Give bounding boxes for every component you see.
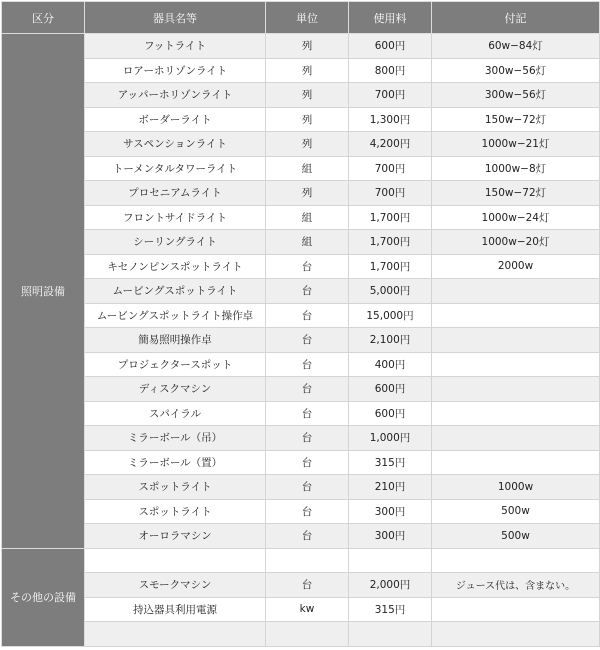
table-row bbox=[2, 352, 600, 377]
table-row bbox=[2, 279, 600, 304]
table-row bbox=[2, 475, 600, 500]
table-row bbox=[2, 132, 600, 157]
equipment-name-cell: サスペンションライト bbox=[85, 132, 266, 157]
category-cell: その他の設備 bbox=[2, 548, 85, 646]
fee-cell: 1,700円 bbox=[349, 230, 432, 255]
header-note: 付記 bbox=[432, 2, 600, 34]
unit-cell: kw bbox=[266, 597, 349, 622]
table-row bbox=[2, 205, 600, 230]
unit-cell: 台 bbox=[266, 450, 349, 475]
table-body bbox=[2, 34, 600, 647]
fee-cell: 600円 bbox=[349, 377, 432, 402]
table-row bbox=[2, 377, 600, 402]
fee-cell: 1,000円 bbox=[349, 426, 432, 451]
unit-cell: 台 bbox=[266, 475, 349, 500]
unit-cell: 列 bbox=[266, 107, 349, 132]
equipment-name-cell: ムービングスポットライト bbox=[85, 279, 266, 304]
unit-cell: 組 bbox=[266, 205, 349, 230]
table-row bbox=[2, 83, 600, 108]
unit-cell: 台 bbox=[266, 303, 349, 328]
fee-cell: 600円 bbox=[349, 34, 432, 59]
equipment-name-cell: ボーダーライト bbox=[85, 107, 266, 132]
fee-cell: 600円 bbox=[349, 401, 432, 426]
unit-cell: 台 bbox=[266, 254, 349, 279]
equipment-name-cell: プロセニアムライト bbox=[85, 181, 266, 206]
note-cell bbox=[432, 548, 600, 573]
equipment-name-cell: スポットライト bbox=[85, 475, 266, 500]
table-row bbox=[2, 34, 600, 59]
note-cell: 1000w−24灯 bbox=[432, 205, 600, 230]
equipment-name-cell: スポットライト bbox=[85, 499, 266, 524]
note-cell: 60w−84灯 bbox=[432, 34, 600, 59]
fee-cell: 2,100円 bbox=[349, 328, 432, 353]
equipment-name-cell: スパイラル bbox=[85, 401, 266, 426]
table-row bbox=[2, 450, 600, 475]
fee-cell: 300円 bbox=[349, 499, 432, 524]
table-row bbox=[2, 181, 600, 206]
table-row bbox=[2, 58, 600, 83]
unit-cell: 台 bbox=[266, 573, 349, 598]
fee-cell: 300円 bbox=[349, 524, 432, 549]
fee-cell: 1,300円 bbox=[349, 107, 432, 132]
fee-cell bbox=[349, 548, 432, 573]
equipment-name-cell: ロアーホリゾンライト bbox=[85, 58, 266, 83]
equipment-name-cell: フットライト bbox=[85, 34, 266, 59]
note-cell: 500w bbox=[432, 499, 600, 524]
fee-cell: 1,700円 bbox=[349, 254, 432, 279]
unit-cell: 組 bbox=[266, 156, 349, 181]
unit-cell: 台 bbox=[266, 328, 349, 353]
header-unit: 単位 bbox=[266, 2, 349, 34]
note-cell bbox=[432, 352, 600, 377]
fee-cell: 700円 bbox=[349, 181, 432, 206]
table-row bbox=[2, 156, 600, 181]
note-cell bbox=[432, 450, 600, 475]
table-row bbox=[2, 548, 600, 573]
note-cell bbox=[432, 279, 600, 304]
table-row bbox=[2, 426, 600, 451]
equipment-name-cell: ムービングスポットライト操作卓 bbox=[85, 303, 266, 328]
table-row bbox=[2, 573, 600, 598]
table-row bbox=[2, 107, 600, 132]
equipment-name-cell: シーリングライト bbox=[85, 230, 266, 255]
fee-cell: 700円 bbox=[349, 156, 432, 181]
equipment-name-cell bbox=[85, 622, 266, 647]
unit-cell: 列 bbox=[266, 181, 349, 206]
equipment-name-cell: アッパーホリゾンライト bbox=[85, 83, 266, 108]
fee-cell: 800円 bbox=[349, 58, 432, 83]
table-row bbox=[2, 597, 600, 622]
note-cell bbox=[432, 622, 600, 647]
header-fee: 使用料 bbox=[349, 2, 432, 34]
note-cell: 150w−72灯 bbox=[432, 107, 600, 132]
table-row bbox=[2, 499, 600, 524]
category-cell: 照明設備 bbox=[2, 34, 85, 549]
fee-cell: 4,200円 bbox=[349, 132, 432, 157]
table-row bbox=[2, 254, 600, 279]
unit-cell: 台 bbox=[266, 499, 349, 524]
equipment-fee-table bbox=[1, 1, 600, 647]
table-row bbox=[2, 230, 600, 255]
header-category: 区分 bbox=[2, 2, 85, 34]
table-row bbox=[2, 622, 600, 647]
note-cell: 1000w bbox=[432, 475, 600, 500]
fee-cell bbox=[349, 622, 432, 647]
equipment-name-cell: ミラーボール（置） bbox=[85, 450, 266, 475]
note-cell bbox=[432, 328, 600, 353]
equipment-name-cell: ミラーボール（吊） bbox=[85, 426, 266, 451]
unit-cell: 組 bbox=[266, 230, 349, 255]
unit-cell: 台 bbox=[266, 426, 349, 451]
equipment-name-cell: フロントサイドライト bbox=[85, 205, 266, 230]
table-row bbox=[2, 328, 600, 353]
note-cell bbox=[432, 401, 600, 426]
unit-cell: 台 bbox=[266, 377, 349, 402]
table-row bbox=[2, 303, 600, 328]
note-cell: ジュース代は、含まない。 bbox=[432, 573, 600, 598]
note-cell bbox=[432, 303, 600, 328]
fee-cell: 315円 bbox=[349, 597, 432, 622]
equipment-name-cell: 持込器具利用電源 bbox=[85, 597, 266, 622]
fee-cell: 210円 bbox=[349, 475, 432, 500]
unit-cell: 列 bbox=[266, 58, 349, 83]
fee-cell: 2,000円 bbox=[349, 573, 432, 598]
unit-cell: 列 bbox=[266, 132, 349, 157]
unit-cell: 列 bbox=[266, 83, 349, 108]
unit-cell: 台 bbox=[266, 524, 349, 549]
unit-cell: 台 bbox=[266, 352, 349, 377]
note-cell: 150w−72灯 bbox=[432, 181, 600, 206]
fee-cell: 15,000円 bbox=[349, 303, 432, 328]
equipment-name-cell: トーメンタルタワーライト bbox=[85, 156, 266, 181]
header-equipment-name: 器具名等 bbox=[85, 2, 266, 34]
equipment-name-cell: キセノンピンスポットライト bbox=[85, 254, 266, 279]
equipment-name-cell bbox=[85, 548, 266, 573]
unit-cell: 台 bbox=[266, 401, 349, 426]
equipment-name-cell: ディスクマシン bbox=[85, 377, 266, 402]
fee-cell: 1,700円 bbox=[349, 205, 432, 230]
fee-cell: 5,000円 bbox=[349, 279, 432, 304]
equipment-name-cell: スモークマシン bbox=[85, 573, 266, 598]
unit-cell: 列 bbox=[266, 34, 349, 59]
table-row bbox=[2, 524, 600, 549]
unit-cell bbox=[266, 622, 349, 647]
unit-cell: 台 bbox=[266, 279, 349, 304]
table-row bbox=[2, 401, 600, 426]
note-cell: 1000w−21灯 bbox=[432, 132, 600, 157]
equipment-name-cell: 簡易照明操作卓 bbox=[85, 328, 266, 353]
unit-cell bbox=[266, 548, 349, 573]
equipment-name-cell: プロジェクタースポット bbox=[85, 352, 266, 377]
note-cell bbox=[432, 426, 600, 451]
note-cell bbox=[432, 597, 600, 622]
note-cell: 500w bbox=[432, 524, 600, 549]
fee-cell: 400円 bbox=[349, 352, 432, 377]
note-cell bbox=[432, 377, 600, 402]
note-cell: 2000w bbox=[432, 254, 600, 279]
equipment-name-cell: オーロラマシン bbox=[85, 524, 266, 549]
note-cell: 300w−56灯 bbox=[432, 83, 600, 108]
fee-cell: 315円 bbox=[349, 450, 432, 475]
note-cell: 300w−56灯 bbox=[432, 58, 600, 83]
fee-cell: 700円 bbox=[349, 83, 432, 108]
header-row bbox=[2, 2, 600, 34]
note-cell: 1000w−20灯 bbox=[432, 230, 600, 255]
note-cell: 1000w−8灯 bbox=[432, 156, 600, 181]
